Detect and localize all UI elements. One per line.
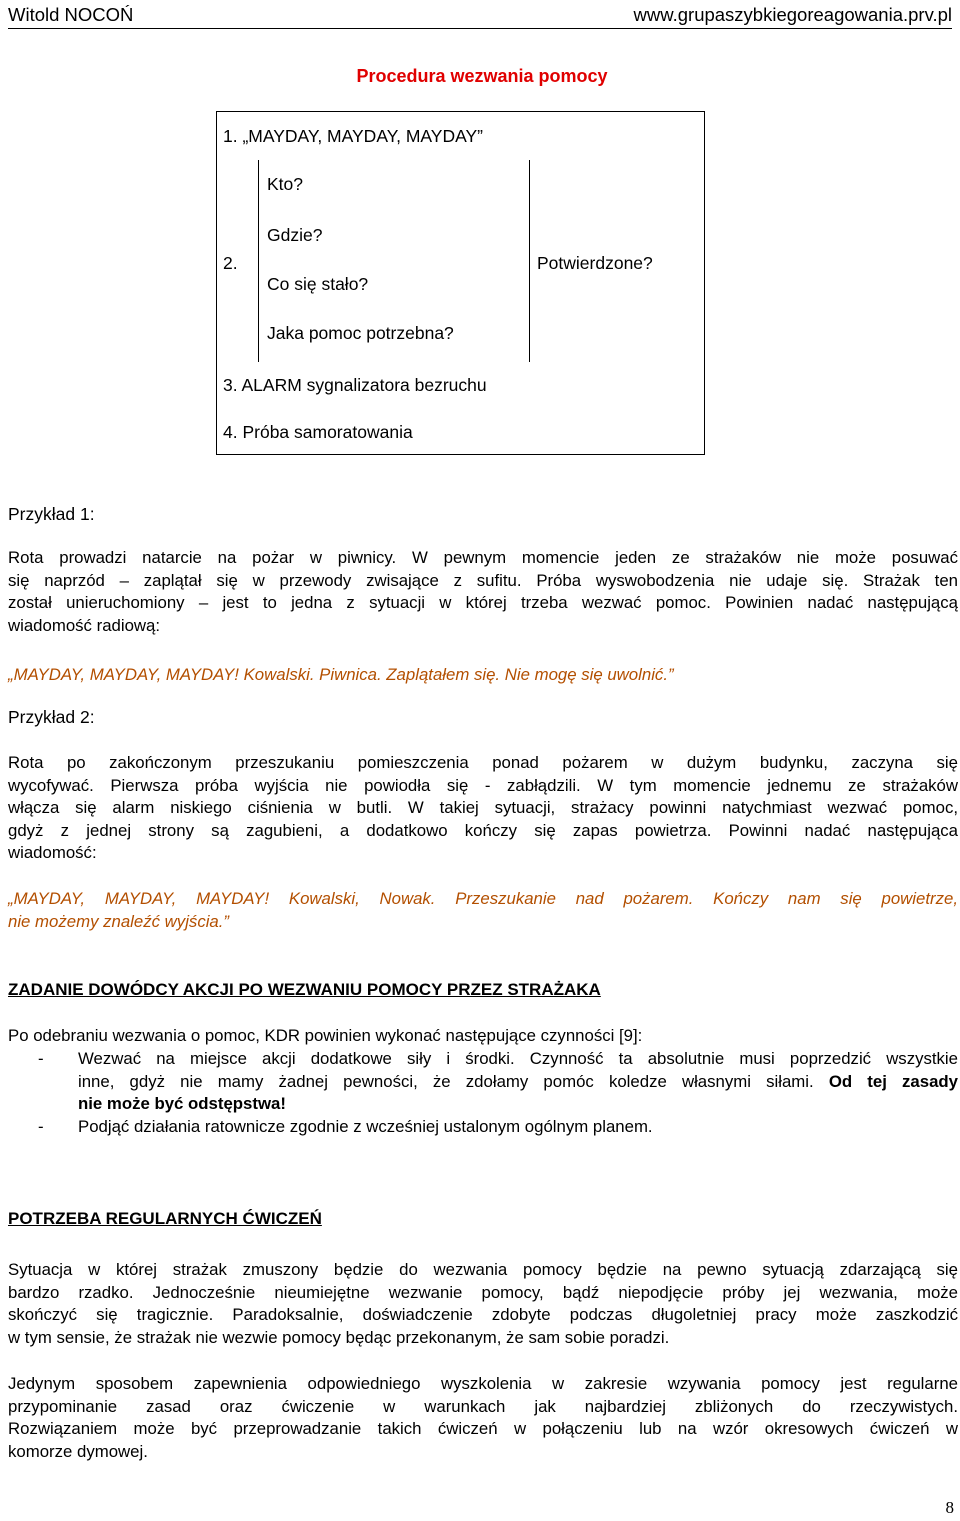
page-title: Procedura wezwania pomocy bbox=[356, 66, 608, 86]
text-line: gdyż z jednej strony są zagubieni, a dodatkowo kończy się zapas powietrza. Powinni nadać następująca bbox=[8, 820, 958, 840]
bracket-left-line bbox=[258, 160, 259, 362]
text-line: Podjąć działania ratownicze zgodnie z wcześniej ustalonym ogólnym planem. bbox=[78, 1116, 653, 1136]
procedure-question-help: Jaka pomoc potrzebna? bbox=[267, 323, 454, 343]
text-line: w tym sensie, że strażak nie wezwie pomocy będąc przekonanym, że sam sobie poradzi. bbox=[8, 1327, 670, 1347]
example-1-message: „MAYDAY, MAYDAY, MAYDAY! Kowalski. Piwnica. Zaplątałem się. Nie mogę się uwolnić.” bbox=[8, 665, 674, 684]
procedure-step-2-number: 2. bbox=[223, 253, 238, 273]
section-commander-intro: Po odebraniu wezwania o pomoc, KDR powinien wykonać następujące czynności [9]: bbox=[8, 1026, 643, 1045]
text-line: Rota po zakończonym przeszukaniu pomieszczenia ponad pożarem w dużym budynku, zaczyna się bbox=[8, 753, 958, 772]
text-line: bardzo rzadko. Jednocześnie nieumiejętne wezwanie pomocy, bądź niepodjęcie próby jej wezwania, może bbox=[8, 1282, 958, 1302]
message-line: nie możemy znaleźć wyjścia.” bbox=[8, 911, 230, 931]
commander-task-list bbox=[38, 1048, 958, 1138]
text-line: Wezwać na miejsce akcji dodatkowe siły i środki. Czynność ta absolutnie musi poprzedzić wszystkie bbox=[78, 1049, 958, 1068]
text-line: Rota prowadzi natarcie na pożar w piwnicy. W pewnym momencie jeden ze strażaków nie może posuwać bbox=[8, 548, 958, 567]
list-dash: - bbox=[38, 1116, 44, 1136]
message-line: „MAYDAY, MAYDAY, MAYDAY! Kowalski, Nowak. Przeszukanie nad pożarem. Kończy nam się powietrze, bbox=[8, 889, 958, 908]
text-line: Rozwiązaniem może być przeprowadzanie takich ćwiczeń w połączeniu lub na wzór okresowych ćwiczeń w bbox=[8, 1419, 958, 1439]
page-header bbox=[8, 4, 952, 29]
example-1-heading: Przykład 1: bbox=[8, 504, 95, 524]
bracket-right-line bbox=[529, 160, 530, 362]
example-2-heading: Przykład 2: bbox=[8, 707, 95, 727]
section-training-paragraph-1 bbox=[8, 1259, 958, 1349]
emphasis-text: Od tej zasady bbox=[828, 1071, 958, 1091]
procedure-confirmed: Potwierdzone? bbox=[537, 253, 653, 273]
text-line: przypominanie zasad oraz ćwiczenie w warunkach jak najbardziej zbliżonych do rzeczywistych. bbox=[8, 1396, 958, 1416]
header-author: Witold NOCOŃ bbox=[8, 4, 134, 25]
procedure-step-4: 4. Próba samoratowania bbox=[223, 422, 413, 442]
procedure-question-where: Gdzie? bbox=[267, 225, 323, 245]
procedure-step-3: 3. ALARM sygnalizatora bezruchu bbox=[223, 375, 487, 395]
text-line: włącza się alarm niskiego ciśnienia w butli. W takiej sytuacji, strażacy powinni natychmiast wezwać pomoc, bbox=[8, 798, 958, 818]
emphasis-text: nie może być odstępstwa! bbox=[78, 1094, 286, 1114]
procedure-step-1: 1. „MAYDAY, MAYDAY, MAYDAY” bbox=[223, 126, 483, 146]
text-line: wiadomość: bbox=[8, 843, 97, 863]
text-line: inne, gdyż nie mamy żadnej pewności, że zdołamy pomóc koledze własnymi siłami. bbox=[78, 1071, 814, 1091]
text-line: Sytuacja w której strażak zmuszony będzie do wezwania pomocy będzie na pewno sytuacją zdarzającą się bbox=[8, 1260, 958, 1279]
page-number: 8 bbox=[945, 1498, 954, 1517]
text-line: się naprzód – zaplątał się w przewody zwisające z sufitu. Próba wyswobodzenia nie udaje się. Strażak ten bbox=[8, 570, 958, 590]
example-2-text bbox=[8, 752, 958, 865]
header-site: www.grupaszybkiegoreagowania.prv.pl bbox=[633, 4, 952, 25]
list-item bbox=[38, 1048, 958, 1116]
text-line-mixed bbox=[78, 1071, 958, 1094]
procedure-question-what: Co się stało? bbox=[267, 274, 369, 294]
list-dash: - bbox=[38, 1049, 44, 1068]
section-commander-heading: ZADANIE DOWÓDCY AKCJI PO WEZWANIU POMOCY PRZEZ STRAŻAKA bbox=[8, 980, 601, 999]
procedure-question-who: Kto? bbox=[267, 174, 303, 194]
example-1-text bbox=[8, 547, 958, 637]
text-line: komorze dymowej. bbox=[8, 1441, 148, 1461]
text-line: skończyć się tragicznie. Paradoksalnie, doświadczenie zdobyte podczas długoletniej pracy może zaszkodzić bbox=[8, 1305, 958, 1325]
example-2-message bbox=[8, 888, 958, 933]
text-line: wycofywać. Pierwsza próba wyjścia nie powiodła się - zabłądzili. W tym momencie jednemu ze strażaków bbox=[8, 775, 958, 795]
list-item bbox=[38, 1116, 958, 1139]
section-training-paragraph-2 bbox=[8, 1373, 958, 1463]
text-line: został unieruchomiony – jest to jedna z sytuacji w której trzeba wezwać pomoc. Powinien nadać następującą bbox=[8, 593, 958, 613]
text-line: Jedynym sposobem zapewnienia odpowiedniego wyszkolenia w zakresie wzywania pomocy jest regularne bbox=[8, 1374, 958, 1393]
text-line: wiadomość radiową: bbox=[8, 615, 161, 635]
section-training-heading: POTRZEBA REGULARNYCH ĆWICZEŃ bbox=[8, 1209, 322, 1228]
